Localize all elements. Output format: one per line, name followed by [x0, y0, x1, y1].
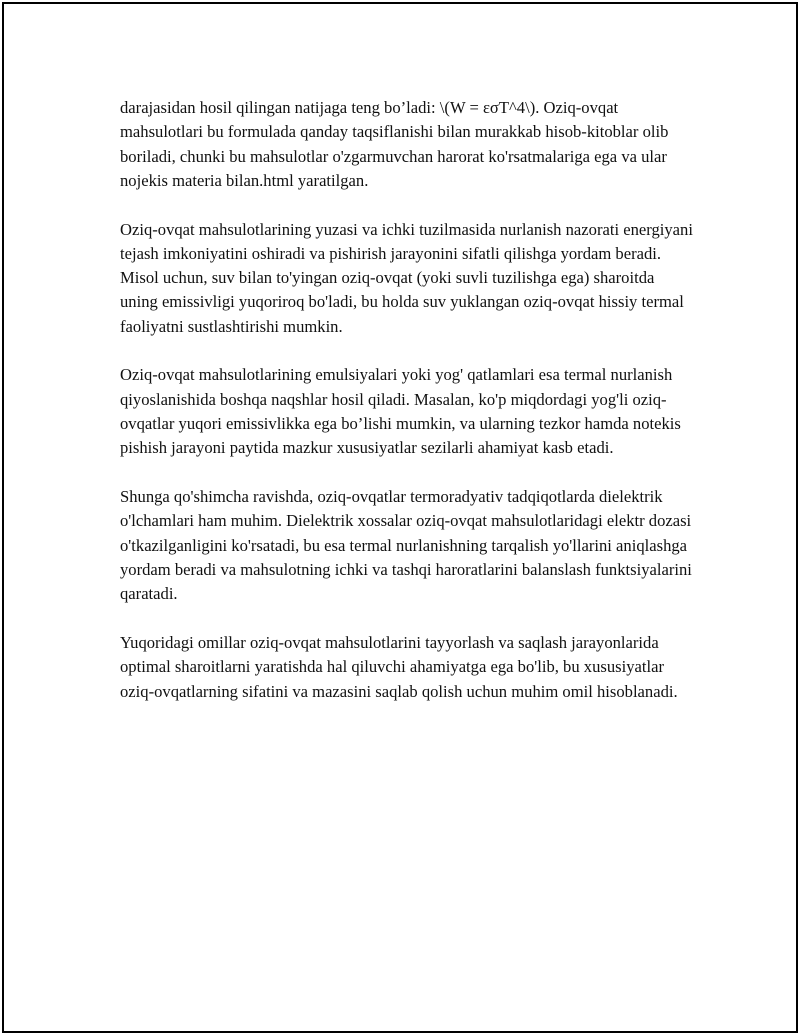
paragraph-2: Oziq-ovqat mahsulotlarining yuzasi va ichki tuzilmasida nurlanish nazorati energiyani tejash imkoniyatini oshiradi va pishirish jarayonini sifatli qilishga yordam beradi. Misol uchun, suv bilan to'yingan oziq-ovqat (yoki suvli tuzilishga ega) sharoitda uning emissivligi yuqoriroq bo'ladi, bu holda suv yuklangan oziq-ovqat hissiy termal faoliyatni sustlashtirishi mumkin.: [120, 219, 693, 336]
document-body: [120, 96, 694, 728]
paragraph-5: Yuqoridagi omillar oziq-ovqat mahsulotlarini tayyorlash va saqlash jarayonlarida optimal sharoitlarni yaratishda hal qiluvchi ahamiyatga ega bo'lib, bu xususiyatlar oziq-ovqatlarning sifatini va mazasini saqlab qolish uchun muhim omil hisoblanadi.: [120, 632, 678, 701]
paragraph-1: darajasidan hosil qilingan natijaga teng bo’ladi: \(W = εσT^4\). Oziq-ovqat mahsulotlari bu formulada qanday taqsiflanishi bilan murakkab hisob-kitoblar olib boriladi, chunki bu mahsulotlar o'zgarmuvchan harorat ko'rsatmalariga ega va ular nojekis materia bilan.html yaratilgan.: [120, 98, 669, 190]
paragraph-4: Shunga qo'shimcha ravishda, oziq-ovqatlar termoradyativ tadqiqotlarda dielektrik o'lchamlari ham muhim. Dielektrik xossalar oziq-ovqat mahsulotlaridagi elektr dozasi o'tkazilganligini ko'rsatadi, bu esa termal nurlanishning tarqalish yo'llarini aniqlashga yordam beradi va mahsulotning ichki va tashqi haroratlarini balanslash funktsiyalarini qaratadi.: [120, 487, 692, 604]
document-page: [2, 2, 798, 1033]
paragraph-3: Oziq-ovqat mahsulotlarining emulsiyalari yoki yog' qatlamlari esa termal nurlanish qiyoslanishida boshqa naqshlar hosil qiladi. Masalan, ko'p miqdordagi yog'li oziq-ovqatlar yuqori emissivlikka ega bo’lishi mumkin, va ularning tezkor hamda notekis pishish jarayoni paytida mazkur xususiyatlar sezilarli ahamiyat kasb etadi.: [120, 365, 681, 458]
